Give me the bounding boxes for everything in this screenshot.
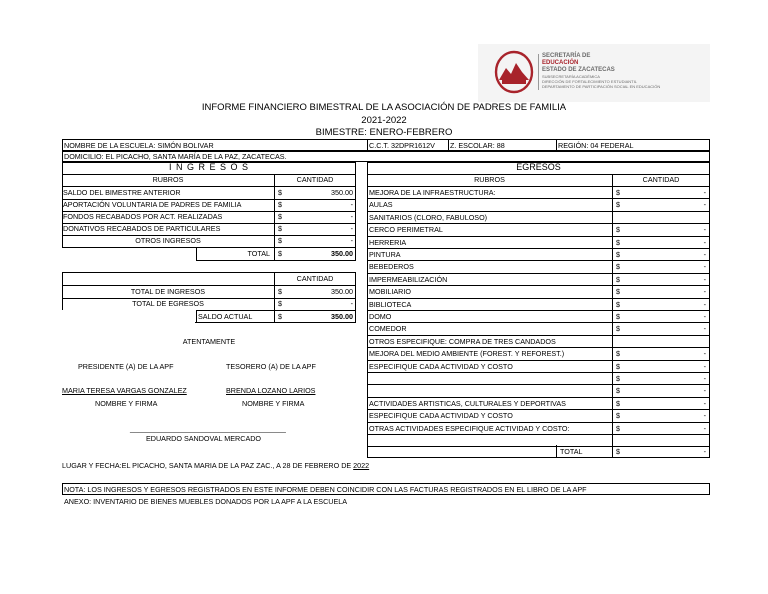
egreso-row-label: OTRAS ACTIVIDADES ESPECIFIQUE ACTIVIDAD Y COSTO:: [369, 423, 570, 433]
egreso-row-currency: $: [616, 411, 620, 421]
ingreso-row-5-cur: $: [278, 236, 282, 245]
summary-egresos-amount: -: [350, 299, 353, 308]
summary-egresos-label: TOTAL DE EGRESOS: [132, 299, 204, 308]
egreso-row-currency: $: [616, 398, 620, 408]
egreso-row-currency: $: [616, 374, 620, 383]
egreso-row-amount: -: [703, 361, 706, 371]
egreso-row-amount: -: [703, 200, 706, 210]
egreso-row-label: CERCO PERIMETRAL: [369, 225, 443, 235]
egreso-row-label: ESPECIFIQUE CADA ACTIVIDAD Y COSTO: [369, 411, 513, 421]
egreso-row-currency: $: [616, 274, 620, 284]
presidente-title: PRESIDENTE (A) DE LA APF: [78, 362, 174, 371]
egreso-row-amount: -: [703, 349, 706, 359]
egreso-row-amount: -: [703, 262, 706, 272]
egreso-row-currency: $: [616, 262, 620, 272]
school-zona: Z. ESCOLAR: 88: [450, 141, 505, 150]
egreso-row-amount: -: [703, 250, 706, 259]
egreso-row-label: SANITARIOS (CLORO, FABULOSO): [369, 212, 488, 222]
ingresos-col-cantidad: CANTIDAD: [296, 175, 334, 184]
egreso-row-label: OTROS ESPECIFIQUE: COMPRA DE TRES CANDADOS: [369, 336, 556, 346]
saldo-actual-label: SALDO ACTUAL: [198, 312, 253, 321]
egresos-total-amount: -: [703, 447, 706, 456]
lugar-text: LUGAR Y FECHA:EL PICACHO, SANTA MARIA DE LA PAZ ZAC., A 28 DE FEBRERO DE: [62, 461, 354, 470]
ingresos-total-label: TOTAL: [247, 249, 270, 258]
saldo-actual-amount: 350.00: [331, 312, 353, 321]
egreso-row-amount: -: [703, 299, 706, 309]
egreso-row-label: ACTIVIDADES ARTISTICAS, CULTURALES Y DEPORTIVAS: [369, 398, 566, 408]
ingreso-row-3-label: FONDOS RECABADOS POR ACT. REALIZADAS: [63, 212, 223, 221]
egreso-row-label: ESPECIFIQUE CADA ACTIVIDAD Y COSTO: [369, 361, 513, 371]
school-region: REGIÓN: 04 FEDERAL: [558, 141, 634, 150]
egreso-row-amount: -: [703, 386, 706, 396]
egreso-row-currency: $: [616, 287, 620, 297]
egreso-row-label: AULAS: [369, 200, 393, 210]
egresos-col-cantidad: CANTIDAD: [642, 175, 680, 184]
school-name: NOMBRE DE LA ESCUELA: SIMÓN BOLIVAR: [64, 141, 214, 150]
egreso-row-label: IMPERMEABILIZACIÓN: [369, 274, 448, 284]
report-year: 2021-2022: [361, 115, 407, 126]
lugar-fecha: [62, 460, 369, 471]
egreso-row-amount: -: [703, 324, 706, 334]
egreso-row-amount: -: [703, 374, 706, 383]
logo-line-3: ESTADO DE ZACATECAS: [542, 67, 615, 73]
egreso-row-amount: -: [703, 312, 706, 321]
summary-ingresos-label: TOTAL DE INGRESOS: [130, 287, 206, 296]
egreso-row-label: PINTURA: [369, 250, 401, 259]
school-cct: C.C.T. 32DPR1612V: [369, 141, 435, 150]
ingreso-row-2-cur: $: [278, 200, 282, 209]
ingreso-row-4-label: DONATIVOS RECABADOS DE PARTICULARES: [63, 224, 221, 233]
egreso-row-label: DOMO: [369, 312, 392, 321]
nombre-firma-1: NOMBRE Y FIRMA: [95, 399, 158, 408]
ingreso-row-3-cur: $: [278, 212, 282, 221]
tesorero-title: TESORERO (A) DE LA APF: [226, 362, 316, 371]
third-name: EDUARDO SANDOVAL MERCADO: [146, 434, 262, 443]
logo-line-2: EDUCACIÓN: [542, 60, 579, 66]
egreso-row-label: COMEDOR: [369, 324, 407, 334]
summary-col-cantidad: CANTIDAD: [296, 274, 334, 283]
logo-line-5: DIRECCIÓN DE FORTALECIMIENTO ESTUDIANTIL: [542, 79, 637, 84]
egreso-row-amount: -: [703, 287, 706, 297]
egreso-row-currency: $: [616, 237, 620, 247]
tesorero-name: BRENDA LOZANO LARIOS: [226, 386, 316, 395]
presidente-name: MARIA TERESA VARGAS GONZALEZ: [62, 386, 187, 395]
ingreso-row-5-amount: -: [350, 236, 353, 245]
lugar-year: 2022: [353, 461, 370, 470]
summary-ingresos-cur: $: [278, 287, 282, 296]
egreso-row-label: MEJORA DE LA INFRAESTRUCTURA:: [369, 188, 496, 197]
logo-line-6: DEPARTAMENTO DE PARTICIPACIÓN SOCIAL EN EDUCACIÓN: [542, 84, 661, 89]
ingreso-row-2-label: APORTACIÓN VOLUNTARIA DE PADRES DE FAMILIA: [63, 200, 242, 209]
egreso-row-divider: [367, 434, 710, 435]
ingreso-row-4-cur: $: [278, 224, 282, 233]
summary-egresos-cur: $: [278, 299, 282, 308]
egreso-row-amount: -: [703, 274, 706, 284]
egreso-row-label: MEJORA DEL MEDIO AMBIENTE (FOREST. Y REFOREST.): [369, 349, 565, 359]
ingreso-row-3-amount: -: [350, 212, 353, 221]
egreso-row-currency: $: [616, 324, 620, 334]
ingreso-row-4-amount: -: [350, 224, 353, 233]
nombre-firma-2: NOMBRE Y FIRMA: [242, 399, 305, 408]
egreso-row-amount: -: [703, 398, 706, 408]
egreso-row-currency: $: [616, 299, 620, 309]
ingresos-col-rubros: RUBROS: [152, 175, 184, 184]
egreso-row-label: MOBILIARIO: [369, 287, 411, 297]
signature-line: _______________________________________: [130, 424, 286, 433]
report-title: INFORME FINANCIERO BIMESTRAL DE LA ASOCIACIÓN DE PADRES DE FAMILIA: [201, 102, 567, 113]
egreso-row-currency: $: [616, 200, 620, 210]
seal-icon: [494, 50, 534, 94]
egreso-row-currency: $: [616, 225, 620, 235]
egresos-total-label: TOTAL: [560, 447, 583, 456]
egreso-row-currency: $: [616, 386, 620, 396]
egreso-row-amount: -: [703, 423, 706, 433]
ingreso-row-5-label: OTROS INGRESOS: [135, 236, 201, 245]
ingreso-row-2-amount: -: [350, 200, 353, 209]
egreso-row-amount: -: [703, 225, 706, 235]
egreso-row-currency: $: [616, 250, 620, 259]
atentamente: ATENTAMENTE: [182, 337, 236, 346]
ingresos-total-amount: 350.00: [331, 249, 353, 258]
egresos-col-rubros: RUBROS: [474, 175, 505, 184]
egreso-row-currency: $: [616, 312, 620, 321]
egresos-title: EGRESOS: [516, 162, 561, 172]
school-domicilio: DOMICILIO: EL PICACHO, SANTA MARÍA DE LA PAZ, ZACATECAS.: [64, 152, 287, 161]
egreso-row-label: HERRERIA: [369, 237, 407, 247]
summary-ingresos-amount: 350.00: [331, 287, 353, 296]
egreso-row-currency: $: [616, 361, 620, 371]
ingreso-row-1-label: SALDO DEL BIMESTRE ANTERIOR: [63, 188, 181, 197]
egresos-total-cur: $: [616, 447, 620, 456]
ingresos-total-cur: $: [278, 249, 282, 258]
saldo-actual-cur: $: [278, 312, 282, 321]
logo-line-4: SUBSECRETARÍA ACADÉMICA: [542, 74, 600, 79]
logo: [478, 44, 710, 102]
egreso-row-currency: $: [616, 188, 620, 197]
egreso-row-currency: $: [616, 423, 620, 433]
anexo-text: ANEXO: INVENTARIO DE BIENES MUEBLES DONADOS POR LA APF A LA ESCUELA: [64, 497, 348, 506]
egreso-row-currency: $: [616, 349, 620, 359]
ingreso-row-1-amount: 350.00: [331, 188, 353, 197]
egreso-row-amount: -: [703, 411, 706, 421]
egreso-row-label: BIBLIOTECA: [369, 299, 412, 309]
logo-line-1: SECRETARÍA DE: [542, 53, 591, 59]
report-bimestre: BIMESTRE: ENERO-FEBRERO: [315, 127, 453, 138]
ingreso-row-1-cur: $: [278, 188, 282, 197]
ingresos-title: I N G R E S O S: [168, 162, 249, 172]
egreso-row-amount: -: [703, 188, 706, 197]
egreso-row-label: BEBEDEROS: [369, 262, 414, 272]
egreso-row-amount: -: [703, 237, 706, 247]
nota-text: NOTA: LOS INGRESOS Y EGRESOS REGISTRADOS EN ESTE INFORME DEBEN COINCIDIR CON LAS FACTURAS REGISTRADOS EN EL LIBRO DE LA APF: [64, 485, 587, 494]
